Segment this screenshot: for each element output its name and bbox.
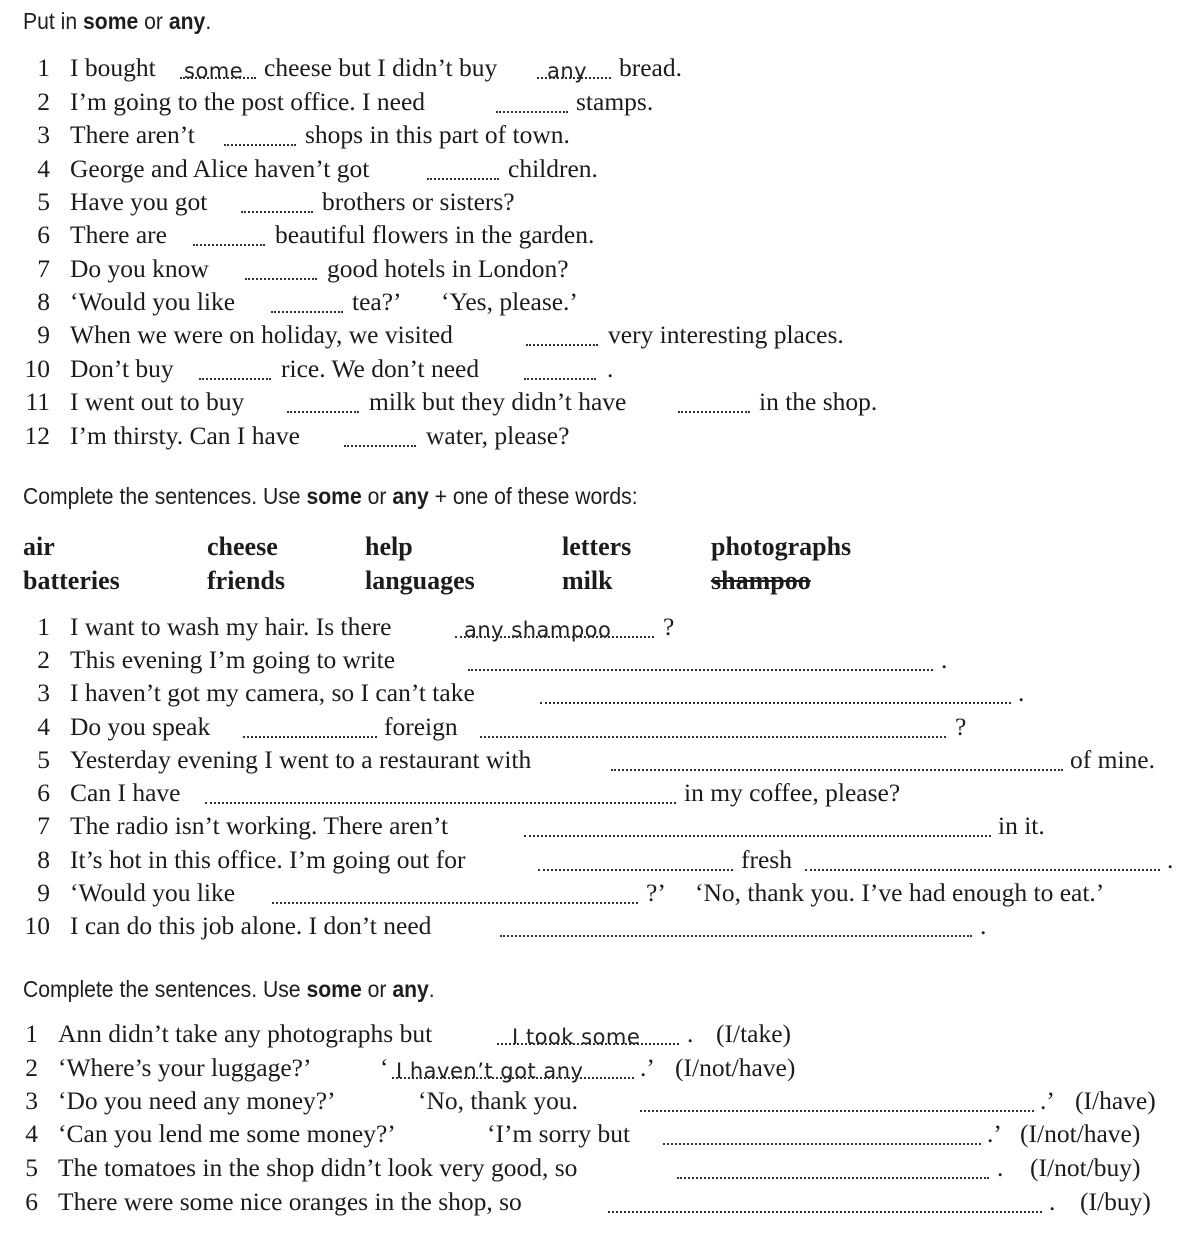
sentence-text: ‘Would you like [70, 878, 236, 907]
item-number: 6 [37, 778, 50, 807]
heading-keyword: any [168, 8, 206, 34]
handwritten-answer: I haven’t got any [396, 1059, 584, 1083]
sentence-text: ‘ [380, 1053, 389, 1082]
sentence-text: foreign [384, 712, 458, 741]
sentence-text: . [607, 354, 614, 383]
heading-keyword: some [83, 8, 139, 34]
item-number: 2 [37, 87, 50, 116]
ex3-item-5 [0, 1155, 1200, 1187]
answer-blank[interactable] [678, 411, 750, 413]
answer-blank[interactable] [287, 411, 359, 413]
word-option: friends [207, 566, 285, 595]
ex2-item-7 [0, 813, 1200, 845]
handwritten-answer: any [547, 59, 588, 83]
heading-text: . [428, 976, 435, 1002]
word-option: air [23, 532, 55, 561]
heading-keyword: some [306, 976, 362, 1002]
sentence-text: .’ [1040, 1086, 1055, 1115]
word-option: letters [562, 532, 632, 561]
answer-blank[interactable] [524, 835, 991, 837]
sentence-text: I bought [70, 53, 156, 82]
ex2-item-8 [0, 847, 1200, 879]
item-number: 7 [37, 254, 50, 283]
heading-text: Complete the sentences. Use [23, 976, 307, 1002]
sentence-text: shops in this part of town. [305, 120, 570, 149]
sentence-text: I went out to buy [70, 387, 245, 416]
sentence-text: beautiful flowers in the garden. [275, 220, 595, 249]
word-option: help [365, 532, 413, 561]
sentence-text: Don’t buy [70, 354, 174, 383]
answer-blank[interactable] [480, 736, 946, 738]
ex2-item-6 [0, 780, 1200, 812]
word-option-crossed-out: shampoo [711, 566, 811, 595]
heading-text: or [361, 483, 393, 509]
sentence-text: (I/not/have) [675, 1053, 796, 1082]
sentence-text: . [1018, 678, 1025, 707]
handwritten-answer: I took some [512, 1025, 641, 1049]
sentence-text: ? [663, 612, 675, 641]
sentence-text: brothers or sisters? [322, 187, 515, 216]
item-number: 1 [25, 1019, 38, 1048]
sentence-text: (I/take) [716, 1019, 792, 1048]
ex1-item-8 [0, 289, 1200, 321]
sentence-text: Can I have [70, 778, 181, 807]
item-number: 1 [37, 612, 50, 641]
ex1-item-9 [0, 322, 1200, 354]
sentence-text: rice. We don’t need [281, 354, 480, 383]
sentence-text: children. [508, 154, 598, 183]
answer-blank[interactable] [497, 1043, 679, 1045]
sentence-text: .’ [640, 1053, 655, 1082]
ex2-item-2 [0, 647, 1200, 679]
sentence-text: Ann didn’t take any photographs but [58, 1019, 433, 1048]
item-number: 9 [37, 320, 50, 349]
sentence-text: stamps. [576, 87, 654, 116]
sentence-text: ‘Where’s your luggage?’ [58, 1053, 312, 1082]
handwritten-answer: any shampoo [464, 618, 612, 642]
sentence-text: of mine. [1070, 745, 1155, 774]
sentence-text: It’s hot in this office. I’m going out for [70, 845, 466, 874]
answer-blank[interactable] [193, 244, 265, 246]
answer-blank[interactable] [344, 445, 416, 447]
item-number: 5 [25, 1153, 38, 1182]
sentence-text: When we were on holiday, we visited [70, 320, 453, 349]
sentence-text: milk but they didn’t have [369, 387, 627, 416]
answer-blank[interactable] [496, 111, 568, 113]
answer-blank[interactable] [180, 77, 256, 79]
answer-blank[interactable] [243, 736, 377, 738]
heading-text: Complete the sentences. Use [23, 483, 307, 509]
item-number: 8 [37, 845, 50, 874]
sentence-text: ‘Yes, please.’ [441, 287, 578, 316]
item-number: 2 [25, 1053, 38, 1082]
item-number: 3 [25, 1086, 38, 1115]
sentence-text: (I/buy) [1080, 1187, 1151, 1216]
sentence-text: ‘Do you need any money?’ [58, 1086, 336, 1115]
sentence-text: ? [955, 712, 967, 741]
sentence-text: Do you know [70, 254, 209, 283]
ex3-item-4 [0, 1121, 1200, 1153]
sentence-text: cheese but I didn’t buy [264, 53, 498, 82]
answer-blank[interactable] [524, 378, 596, 380]
ex1-item-5 [0, 189, 1200, 221]
answer-blank[interactable] [272, 902, 638, 904]
ex2-item-5 [0, 747, 1200, 779]
sentence-text: ?’ [646, 878, 666, 907]
item-number: 12 [24, 421, 50, 450]
word-option: milk [562, 566, 613, 595]
ex1-item-4 [0, 156, 1200, 188]
sentence-text: Yesterday evening I went to a restaurant with [70, 745, 532, 774]
sentence-text: ‘Can you lend me some money?’ [58, 1119, 396, 1148]
answer-blank[interactable] [271, 311, 343, 313]
sentence-text: The tomatoes in the shop didn’t look very good, so [58, 1153, 578, 1182]
answer-blank[interactable] [611, 769, 1063, 771]
sentence-text: . [687, 1019, 694, 1048]
answer-blank[interactable] [640, 1110, 1034, 1112]
sentence-text: . [997, 1153, 1004, 1182]
word-option: cheese [207, 532, 278, 561]
ex2-item-10 [0, 913, 1200, 945]
answer-blank[interactable] [500, 935, 972, 937]
word-option: photographs [711, 532, 852, 561]
sentence-text: ‘Would you like [70, 287, 236, 316]
sentence-text: (I/not/buy) [1030, 1153, 1141, 1182]
sentence-text: I’m thirsty. Can I have [70, 421, 300, 450]
heading-text: + one of these words: [428, 483, 638, 509]
item-number: 11 [25, 387, 50, 416]
sentence-text: . [1049, 1187, 1056, 1216]
sentence-text: . [980, 911, 987, 940]
answer-blank[interactable] [526, 344, 598, 346]
answer-blank[interactable] [224, 144, 296, 146]
item-number: 1 [37, 53, 50, 82]
sentence-text: good hotels in London? [327, 254, 569, 283]
answer-blank[interactable] [392, 1077, 634, 1079]
sentence-text: There are [70, 220, 167, 249]
sentence-text: tea?’ [352, 287, 402, 316]
item-number: 8 [37, 287, 50, 316]
sentence-text: bread. [619, 53, 683, 82]
sentence-text: There aren’t [70, 120, 195, 149]
sentence-text: I’m going to the post office. I need [70, 87, 426, 116]
item-number: 4 [25, 1119, 38, 1148]
answer-blank[interactable] [608, 1211, 1042, 1213]
ex3-item-3 [0, 1088, 1200, 1120]
answer-blank[interactable] [245, 278, 317, 280]
answer-blank[interactable] [540, 702, 1011, 704]
ex3-item-2 [0, 1055, 1200, 1087]
sentence-text: ‘I’m sorry but [487, 1119, 631, 1148]
answer-blank[interactable] [468, 669, 933, 671]
word-option: languages [365, 566, 475, 595]
ex2-item-4 [0, 714, 1200, 746]
item-number: 6 [37, 220, 50, 249]
sentence-text: ‘No, thank you. [418, 1086, 579, 1115]
sentence-text: . [941, 645, 948, 674]
sentence-text: very interesting places. [608, 320, 844, 349]
sentence-text: ‘No, thank you. I’ve had enough to eat.’ [695, 878, 1105, 907]
sentence-text: (I/have) [1075, 1086, 1156, 1115]
answer-blank[interactable] [663, 1143, 981, 1145]
answer-blank[interactable] [677, 1177, 989, 1179]
sentence-text: (I/not/have) [1020, 1119, 1141, 1148]
heading-text: Put in [23, 8, 84, 34]
heading-text: or [138, 8, 169, 34]
item-number: 5 [37, 745, 50, 774]
heading-text: . [205, 8, 212, 34]
sentence-text: . [1167, 845, 1174, 874]
item-number: 3 [37, 120, 50, 149]
item-number: 2 [37, 645, 50, 674]
answer-blank[interactable] [427, 178, 499, 180]
sentence-text: .’ [987, 1119, 1002, 1148]
sentence-text: The radio isn’t working. There aren’t [70, 811, 449, 840]
ex1-item-11 [0, 389, 1200, 421]
item-number: 7 [37, 811, 50, 840]
sentence-text: in the shop. [759, 387, 878, 416]
sentence-text: George and Alice haven’t got [70, 154, 370, 183]
item-number: 5 [37, 187, 50, 216]
sentence-text: I haven’t got my camera, so I can’t take [70, 678, 475, 707]
item-number: 3 [37, 678, 50, 707]
ex1-item-1 [0, 55, 1200, 87]
ex3-item-1 [0, 1021, 1200, 1053]
ex1-item-12 [0, 423, 1200, 455]
item-number: 6 [25, 1187, 38, 1216]
sentence-text: Have you got [70, 187, 208, 216]
sentence-text: I can do this job alone. I don’t need [70, 911, 432, 940]
sentence-text: water, please? [426, 421, 570, 450]
ex2-item-3 [0, 680, 1200, 712]
sentence-text: There were some nice oranges in the shop, so [58, 1187, 522, 1216]
ex2-item-9 [0, 880, 1200, 912]
answer-blank[interactable] [538, 869, 733, 871]
ex1-item-7 [0, 256, 1200, 288]
ex3-item-6 [0, 1189, 1200, 1221]
ex1-item-2 [0, 89, 1200, 121]
ex2-item-1 [0, 614, 1200, 646]
sentence-text: in it. [998, 811, 1045, 840]
sentence-text: in my coffee, please? [684, 778, 901, 807]
answer-blank[interactable] [537, 77, 611, 79]
heading-keyword: some [306, 483, 362, 509]
answer-blank[interactable] [199, 378, 271, 380]
item-number: 10 [24, 354, 50, 383]
ex1-item-10 [0, 356, 1200, 388]
handwritten-answer: some [184, 59, 244, 83]
sentence-text: Do you speak [70, 712, 211, 741]
answer-blank[interactable] [205, 802, 676, 804]
sentence-text: fresh [741, 845, 792, 874]
exercise-1-heading [23, 8, 211, 35]
item-number: 10 [24, 911, 50, 940]
exercise-2-heading [23, 483, 638, 510]
answer-blank[interactable] [455, 636, 654, 638]
sentence-text: This evening I’m going to write [70, 645, 396, 674]
item-number: 4 [37, 154, 50, 183]
heading-keyword: any [392, 483, 429, 509]
heading-text: or [361, 976, 393, 1002]
ex1-item-3 [0, 122, 1200, 154]
heading-keyword: any [392, 976, 429, 1002]
answer-blank[interactable] [241, 211, 313, 213]
exercise-3-heading [23, 976, 435, 1003]
answer-blank[interactable] [805, 869, 1160, 871]
sentence-text: I want to wash my hair. Is there [70, 612, 392, 641]
word-option: batteries [23, 566, 120, 595]
item-number: 9 [37, 878, 50, 907]
ex1-item-6 [0, 222, 1200, 254]
item-number: 4 [37, 712, 50, 741]
